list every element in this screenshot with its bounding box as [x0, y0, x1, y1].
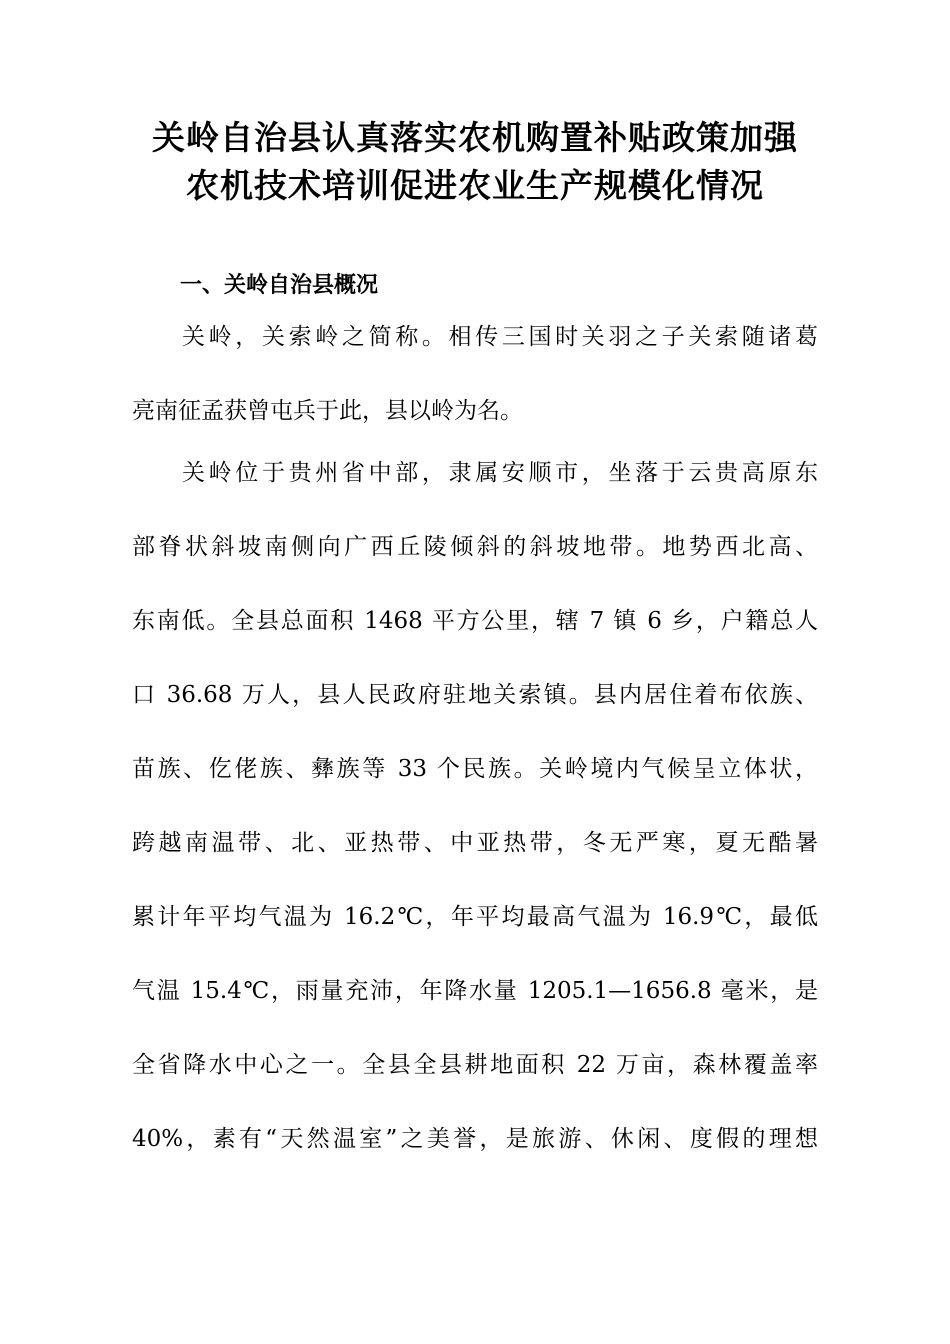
- paragraph-2-line-2: 部脊状斜坡南侧向广西丘陵倾斜的斜坡地带。地势西北高、: [132, 534, 818, 560]
- paragraph-2-line-7: 累计年平均气温为 16.2℃，年平均最高气温为 16.9℃，最低: [132, 904, 818, 930]
- paragraph-2-line-10: 40%，素有“天然温室”之美誉，是旅游、休闲、度假的理想: [132, 1126, 818, 1152]
- paragraph-2-line-1: 关岭位于贵州省中部，隶属安顺市，坐落于云贵高原东: [182, 460, 818, 486]
- paragraph-2-line-4: 口 36.68 万人，县人民政府驻地关索镇。县内居住着布依族、: [132, 682, 818, 708]
- paragraph-2-line-5: 苗族、仡佬族、彝族等 33 个民族。关岭境内气候呈立体状，: [132, 756, 818, 782]
- paragraph-1-line-2: 亮南征孟获曾屯兵于此，县以岭为名。: [132, 398, 523, 424]
- paragraph-2-line-9: 全省降水中心之一。全县全县耕地面积 22 万亩，森林覆盖率: [132, 1052, 818, 1078]
- paragraph-2-line-3: 东南低。全县总面积 1468 平方公里，辖 7 镇 6 乡，户籍总人: [132, 608, 818, 634]
- paragraph-1-line-1: 关岭，关索岭之简称。相传三国时关羽之子关索随诸葛: [182, 324, 818, 350]
- document-title-line-2: 农机技术培训促进农业生产规模化情况: [186, 166, 764, 205]
- paragraph-2-line-6: 跨越南温带、北、亚热带、中亚热带，冬无严寒，夏无酷暑: [132, 830, 818, 856]
- paragraph-2-line-8: 气温 15.4℃，雨量充沛，年降水量 1205.1—1656.8 毫米，是: [132, 978, 818, 1004]
- section-heading: 一、关岭自治县概况: [180, 273, 379, 298]
- document-title-line-1: 关岭自治县认真落实农机购置补贴政策加强: [152, 118, 798, 157]
